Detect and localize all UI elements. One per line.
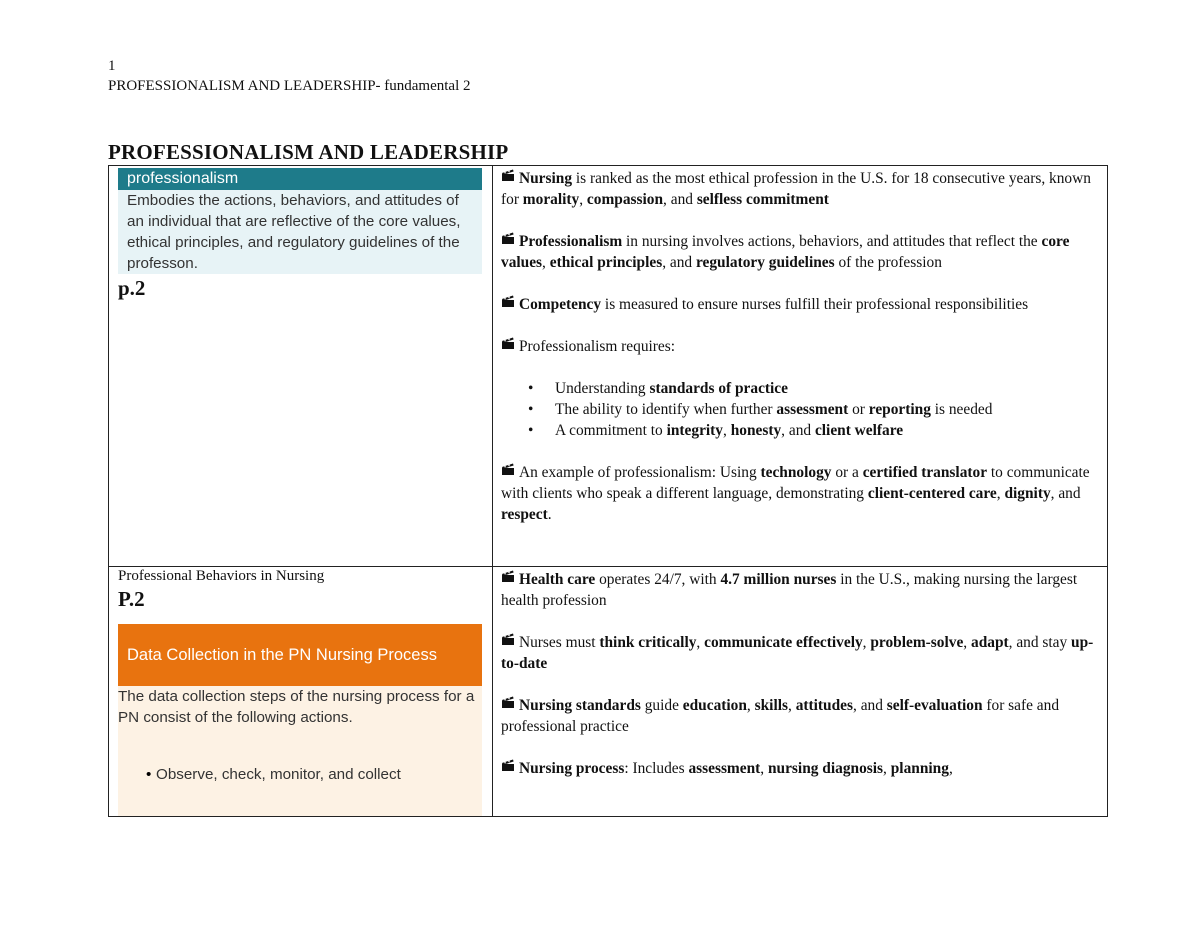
bold-term: assessment [776,401,849,418]
term-cell [109,567,493,817]
bold-term: client welfare [814,422,904,439]
term-definition: Embodies the actions, behaviors, and attitudes of an individual that are reflective of the core values, ethical principles, and regulatory guidelines of the professon. [118,190,482,274]
bold-term: 4.7 million nurses [720,571,837,588]
bold-term: selfless commitment [696,191,829,208]
bold-term: technology [760,464,832,481]
bold-term: attitudes [795,697,853,714]
list-item: • The ability to identify when further assessment or reporting is needed [527,399,1099,420]
bold-term: standards of practice [649,380,788,397]
bold-term: Professionalism [519,233,623,250]
term-heading: professionalism [118,168,482,190]
bold-term: respect [501,506,548,523]
section-subheading: Professional Behaviors in Nursing [118,568,325,584]
bold-term: assessment [688,760,761,777]
note-point: Professionalism requires: [501,336,1099,357]
page-reference: P.2 [118,587,145,611]
document-title: PROFESSIONALISM AND LEADERSHIP [108,140,509,164]
bold-term: regulatory guidelines [695,254,835,271]
notes-cell [493,567,1108,817]
bold-term: certified translator [862,464,988,481]
bold-term: nursing diagnosis [767,760,884,777]
bold-term: client-centered care [867,485,997,502]
orange-heading: Data Collection in the PN Nursing Process [118,624,482,686]
list-item: • A commitment to integrity, honesty, and client welfare [527,420,1099,441]
bold-term: skills [754,697,788,714]
orange-definition: The data collection steps of the nursing process for a PN consist of the following actions. [118,688,475,726]
table-row [109,166,1108,567]
running-head: PROFESSIONALISM AND LEADERSHIP- fundamental 2 [108,78,471,94]
bold-term: compassion [586,191,664,208]
bold-term: adapt [971,634,1009,651]
note-point: Nurses must think critically, communicate effectively, problem-solve, adapt, and stay up-to-date [501,632,1099,674]
notes-cell [493,166,1108,567]
clapperboard-icon [501,167,519,188]
note-point: An example of professionalism: Using technology or a certified translator to communicate with clients who speak a different language, demonstrating client-centered care, dignity, and respect. [501,462,1099,525]
clapperboard-icon [501,568,519,589]
bold-term: think critically [599,634,697,651]
page-number: 1 [108,58,116,74]
bold-term: integrity [666,422,723,439]
bold-term: Nursing [519,170,573,187]
clapperboard-icon [501,631,519,652]
clapperboard-icon [501,230,519,251]
notes-table [108,165,1108,817]
bold-term: Nursing standards [519,697,641,714]
note-point: Professionalism in nursing involves actions, behaviors, and attitudes that reflect the core values, ethical principles, and regulatory guidelines of the profession [501,231,1099,273]
term-cell [109,166,493,567]
list-item: • Observe, check, monitor, and collect [138,764,478,785]
orange-definition-block [118,686,482,816]
clapperboard-icon [501,293,519,314]
bold-term: Nursing process [519,760,625,777]
bold-term: education [682,697,747,714]
bold-term: dignity [1004,485,1051,502]
bold-term: Competency [519,296,602,313]
bold-term: honesty [730,422,782,439]
bold-term: up-to-date [501,634,1094,672]
bold-term: communicate effectively [704,634,863,651]
table-row [109,567,1108,817]
clapperboard-icon [501,335,519,356]
bold-term: ethical principles [549,254,663,271]
note-point: Nursing standards guide education, skills, attitudes, and self-evaluation for safe and professional practice [501,695,1099,737]
page-reference: p.2 [118,276,146,300]
note-point: Health care operates 24/7, with 4.7 million nurses in the U.S., making nursing the largest health profession [501,569,1099,611]
bold-term: reporting [868,401,931,418]
clapperboard-icon [501,694,519,715]
note-point: Nursing is ranked as the most ethical profession in the U.S. for 18 consecutive years, known for morality, compassion, and selfless commitment [501,168,1099,210]
bold-term: core values [501,233,1070,271]
bold-term: Health care [519,571,596,588]
bold-term: self-evaluation [886,697,983,714]
data-collection-list [118,764,478,785]
bold-term: problem-solve [870,634,964,651]
bold-term: morality [522,191,580,208]
bold-term: planning [890,760,949,777]
list-item: • Understanding standards of practice [527,378,1099,399]
clapperboard-icon [501,757,519,778]
requires-list [501,378,1099,441]
note-point: Competency is measured to ensure nurses fulfill their professional responsibilities [501,294,1099,315]
note-point: Nursing process: Includes assessment, nursing diagnosis, planning, [501,758,1099,779]
clapperboard-icon [501,461,519,482]
